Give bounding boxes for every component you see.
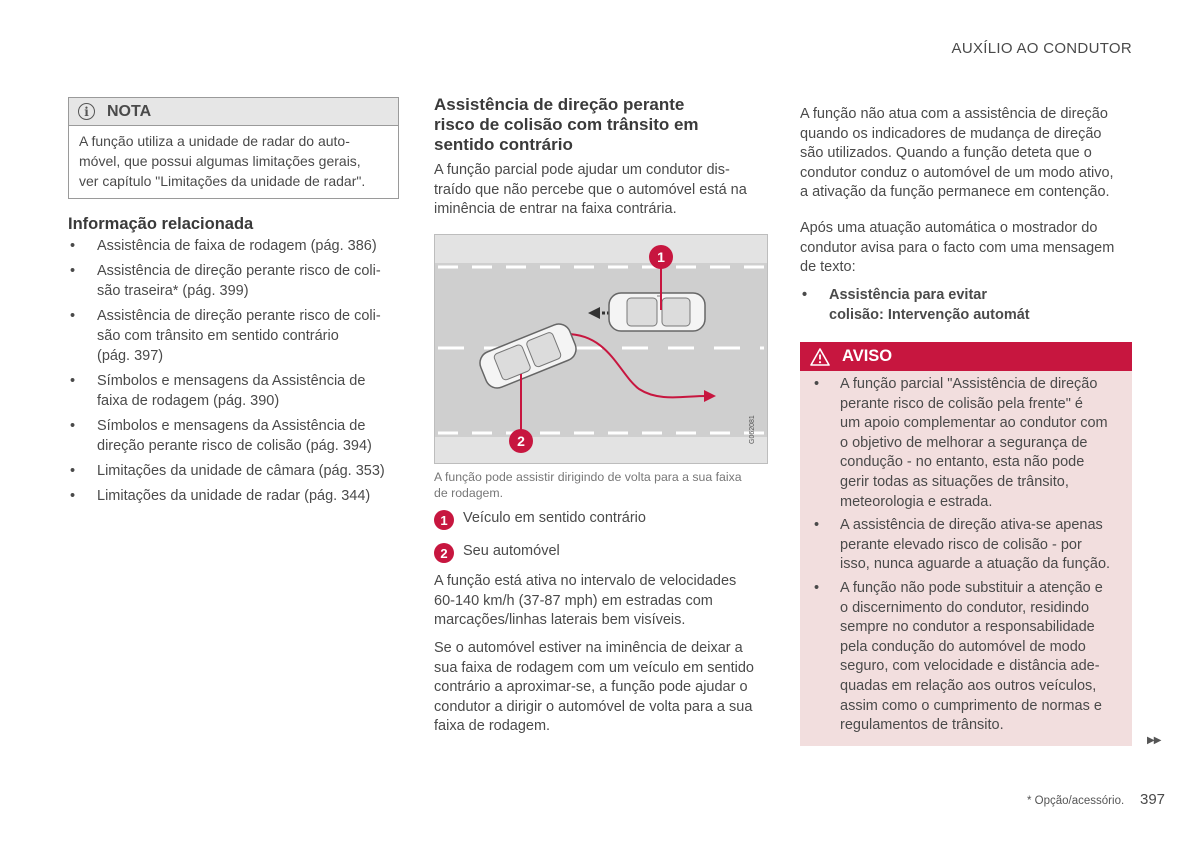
warning-item: • A função não pode substituir a atenção e o discernimento do condutor, residindo sempre no condutor a responsabilidade pela condução do automóvel de modo seguro, com velocidade e distância ade- quadas em relação aos outros veículos, assim como o cumprimento de normas e regulamentos de trânsito. <box>812 579 1120 736</box>
warning-title: AVISO <box>842 347 893 365</box>
footnote: * Opção/acessório. <box>1027 795 1125 807</box>
callout-legend-item <box>434 541 560 563</box>
section-header-title: AUXÍLIO AO CONDUTOR <box>951 40 1132 57</box>
callout-number-badge: 2 <box>434 543 454 563</box>
svg-text:2: 2 <box>517 433 525 449</box>
section-title: Assistência de direção perante risco de colisão com trânsito em sentido contrário <box>434 95 699 154</box>
related-link[interactable]: • Assistência de direção perante risco de coli- são com trânsito em sentido contrário (pág. 397) <box>68 306 398 366</box>
related-link[interactable]: • Símbolos e mensagens da Assistência de direção perante risco de colisão (pág. 394) <box>68 416 398 456</box>
display-paragraph: Após uma atuação automática o mostrador do condutor avisa para o facto com uma mensagem de texto: <box>800 220 1115 275</box>
page-number: 397 <box>1140 791 1166 808</box>
oncoming-vehicle <box>609 293 705 331</box>
related-link[interactable]: • Assistência de direção perante risco de coli- são traseira* (pág. 399) <box>68 261 398 301</box>
note-line: A função utiliza a unidade de radar do auto- <box>79 133 350 149</box>
svg-text:1: 1 <box>657 249 665 265</box>
note-line: ver capítulo "Limitações da unidade de radar". <box>79 173 366 189</box>
function-paragraph: Se o automóvel estiver na iminência de deixar a sua faixa de rodagem com um veículo em sentido contrário a aproximar-se, a função pode ajudar o condutor a dirigir o automóvel de volta para a sua faixa de rodagem. <box>434 640 754 734</box>
warning-list <box>800 371 1132 736</box>
figure-ref-code: G062081 <box>749 415 756 444</box>
callout-2-marker <box>509 429 533 453</box>
callout-legend-item <box>434 508 646 530</box>
road-illustration <box>434 234 768 464</box>
note-title: NOTA <box>107 102 152 120</box>
callout-label: Veículo em sentido contrário <box>463 510 646 526</box>
warning-item: • A função parcial "Assistência de direção perante risco de colisão pela frente" é um apoio complementar ao condutor com o objetivo de melhorar a segurança de condução - no entanto, esta não pode gerir todas as situações de trânsito, meteorologia e estrada. <box>812 375 1120 512</box>
info-icon: i <box>78 103 95 120</box>
display-message: • Assistência para evitar colisão: Intervenção automát <box>800 285 1130 325</box>
callout-1-marker <box>649 245 673 269</box>
related-info-heading: Informação relacionada <box>68 215 254 233</box>
related-link[interactable]: • Símbolos e mensagens da Assistência de faixa de rodagem (pág. 390) <box>68 371 398 411</box>
note-line: móvel, que possui algumas limitações gerais, <box>79 153 361 169</box>
continue-arrows-icon[interactable]: ▶▶ <box>1147 735 1161 746</box>
warning-item: • A assistência de direção ativa-se apenas perante elevado risco de colisão - por isso, nunca aguarde a atuação da função. <box>812 516 1120 575</box>
related-link[interactable]: • Limitações da unidade de radar (pág. 344) <box>68 486 398 506</box>
speed-range-paragraph: A função está ativa no intervalo de velocidades 60-140 km/h (37-87 mph) em estradas com marcações/linhas laterais bem visíveis. <box>434 573 737 628</box>
indicator-paragraph: A função não atua com a assistência de direção quando os indicadores de mudança de direção são utilizados. Quando a função deteta que o condutor conduz o automóvel de um modo ativo, a ativação da função permanece em contenção. <box>800 106 1114 200</box>
warning-box <box>800 342 1132 746</box>
display-message-list <box>800 285 1130 325</box>
callout-label: Seu automóvel <box>463 543 560 559</box>
related-link[interactable]: • Limitações da unidade de câmara (pág. 353) <box>68 461 398 481</box>
figure-caption: A função pode assistir dirigindo de volta para a sua faixa de rodagem. <box>434 470 742 500</box>
note-header <box>69 98 398 126</box>
callout-number-badge: 1 <box>434 510 454 530</box>
note-box <box>68 97 399 199</box>
warning-header <box>800 342 1132 371</box>
related-link[interactable]: • Assistência de faixa de rodagem (pág. 386) <box>68 236 398 256</box>
related-info-list <box>68 236 398 511</box>
note-body <box>69 126 398 196</box>
warning-triangle-icon <box>810 348 830 366</box>
intro-paragraph: A função parcial pode ajudar um condutor dis- traído que não percebe que o automóvel está na iminência de entrar na faixa contrária. <box>434 162 747 217</box>
